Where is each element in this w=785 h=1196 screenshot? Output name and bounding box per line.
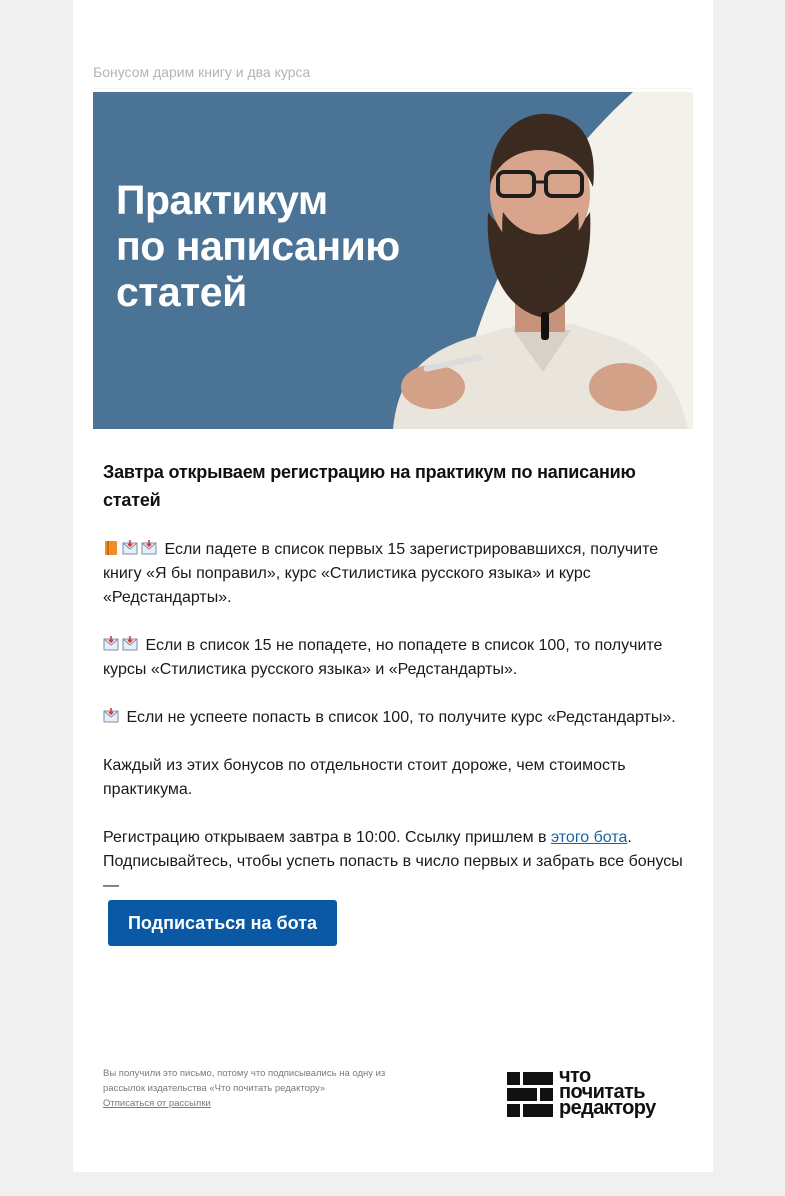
registration-paragraph [103,826,688,898]
bonus-paragraph-2 [103,634,688,682]
publisher-logo[interactable] [507,1065,687,1124]
hero-banner[interactable] [93,92,693,429]
bot-link[interactable]: этого бота [550,829,628,846]
bonus-text: Если падете в список первых 15 зарегистрировавшихся, получите книгу «Я бы поправил», курс «Стилистика русского языка» и курс «Редстандарты». [103,541,659,606]
logo-line: почитать [559,1081,645,1103]
envelope-icon [122,540,138,556]
subscribe-bot-button[interactable]: Подписаться на бота [108,900,337,946]
bonus-paragraph-3 [103,706,688,730]
logo-line: что [559,1065,591,1087]
logo-wordmark [559,1065,656,1119]
registration-text: . Подписывайтесь, чтобы успеть попасть в число первых и забрать все бонусы — [103,829,683,894]
footer-notice-text: Вы получили это письмо, потому что подписывались на одну из рассылок издательства «Что почитать редактору» [103,1068,386,1094]
bonus-text: Если в список 15 не попадете, но попадете в список 100, то получите курсы «Стилистика русского языка» и «Редстандарты». [103,637,663,678]
envelope-icon [141,540,157,556]
envelope-icon [122,636,138,652]
email-heading: Завтра открываем регистрацию на практикум по написанию статей [103,462,636,510]
bonus-text: Если не успеете попасть в список 100, то получите курс «Редстандарты». [126,709,676,726]
registration-text: Регистрацию открываем завтра в 10:00. Ссылку пришлем в [103,829,551,846]
banner-title-line: Практикум [116,177,328,223]
envelope-icon [103,708,119,724]
banner-title [116,177,446,315]
envelope-icon [103,636,119,652]
banner-title-line: статей [116,269,247,315]
footer-notice [103,1066,393,1111]
preheader-text: Бонусом дарим книгу и два курса [93,64,693,89]
email-card [73,0,713,1172]
email-body [103,458,688,922]
book-icon [103,540,119,556]
logo-line: редактору [559,1097,656,1119]
bonus-paragraph-1 [103,538,688,610]
banner-title-line: по написанию [116,223,400,269]
logo-bars-icon [507,1072,553,1118]
value-note: Каждый из этих бонусов по отдельности стоит дороже, чем стоимость практикума. [103,757,626,798]
unsubscribe-link[interactable]: Отписаться от рассылки [103,1098,211,1109]
